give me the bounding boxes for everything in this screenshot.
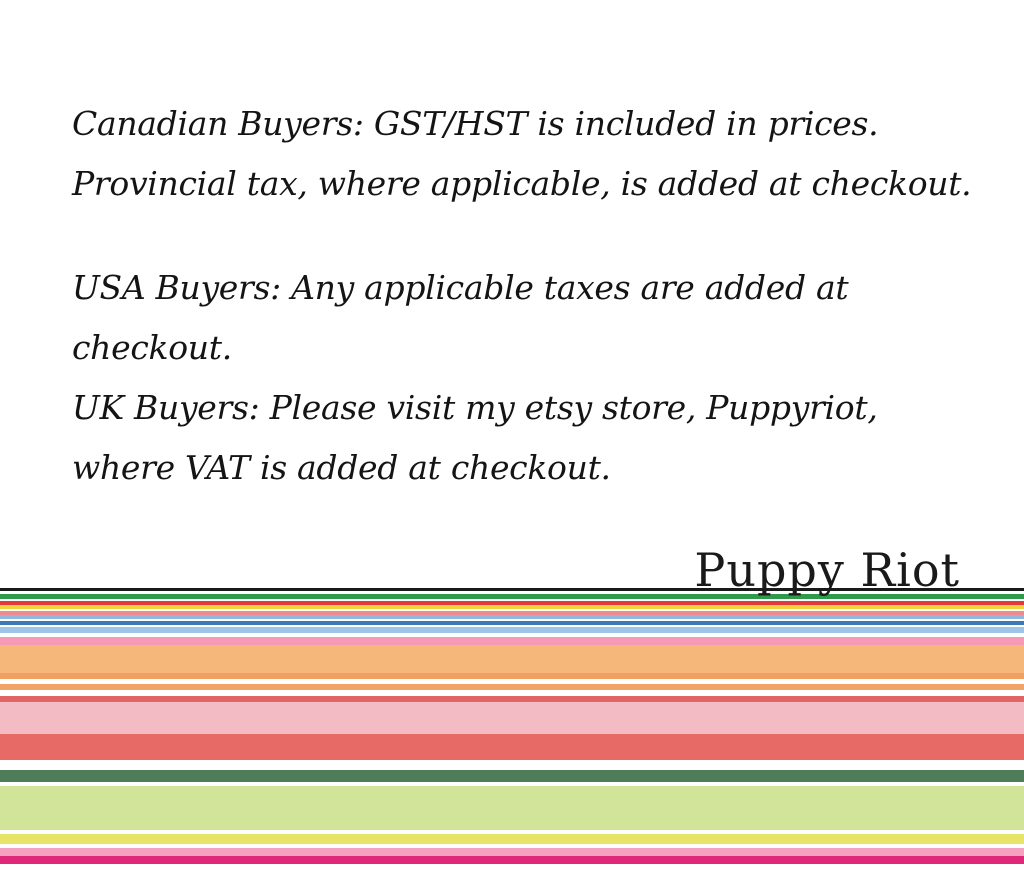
stripe: [0, 770, 1024, 782]
stripe: [0, 702, 1024, 734]
stripe: [0, 637, 1024, 645]
canadian-buyers-notice: Canadian Buyers: GST/HST is included in prices. Provincial tax, where applicable, is added at checkout.: [72, 104, 972, 203]
stripe: [0, 856, 1024, 864]
stripe: [0, 786, 1024, 830]
stripe: [0, 834, 1024, 844]
stripe: [0, 734, 1024, 760]
brand-logo-text: Puppy Riot: [694, 543, 960, 597]
stripe: [0, 645, 1024, 673]
stripe: [0, 848, 1024, 856]
decorative-stripe-band: [0, 588, 1024, 870]
stripe: [0, 760, 1024, 770]
usa-buyers-notice: USA Buyers: Any applicable taxes are added at checkout.: [72, 268, 849, 367]
uk-buyers-notice: UK Buyers: Please visit my etsy store, Puppyriot, where VAT is added at checkout.: [72, 388, 878, 487]
